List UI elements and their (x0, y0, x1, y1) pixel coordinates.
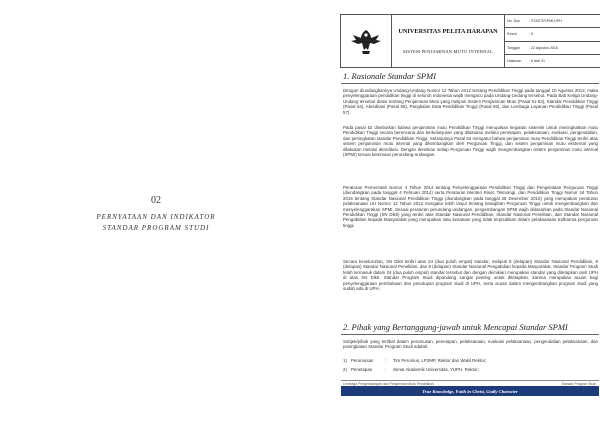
chapter-title-line1: PERNYATAAN DAN INDIKATOR (96, 213, 216, 221)
section-2-rule (341, 334, 599, 335)
document-page (313, 0, 600, 424)
meta-row-revision (505, 28, 600, 41)
meta-row-doc (505, 15, 600, 28)
section-1-paragraph-4: Secara keseluruhan, SN Dikti terdiri atas 24 (dua puluh empat) standar, meliputi 8 (delapan) Standar Nasional Pendidikan, 8 (delapan) Standar Nasional Penelitian, dan 8 (delapan) Standar Nasional Pengabdian kepada Masyarakat. Standar Program Studi telah termasuk dalam 24 (dua puluh empat) standar tersebut dan dengan demikian merupakan standar yang ditetapkan oleh UPH di atas SN Dikti. Standar Program Studi dipandang sangat penting untuk ditetapkan, karena merupakan acuan bagi penyelenggaraan pembukaan dan penutupan program studi di UPH, serta acuan dalam mengembangkan program studi yang sudah ada di UPH. (343, 259, 598, 292)
meta-value: : STASTI/SPMI-UPH (529, 19, 562, 24)
meta-key: Halaman (507, 58, 522, 63)
section-1-paragraph-3: Peraturan Pemerintah Nomor 4 Tahun 2014 tentang Penyelenggaraan Pendidikan Tinggi dan Pengelolaan Perguruan Tinggi (diundangkan pada tanggal 4 Februari 2014) serta Peraturan Menteri Riset, Teknologi, dan Pendidikan Tinggi Nomor 44 Tahun 2015 tentang Standar Nasional Pendidikan Tinggi (diundangkan pada tanggal 28 Desember 2015) yang merupakan peraturan pelaksanaan UU Nomor 12 Tahun 2012 mengatur lebih lanjut tentang kewajiban Perguruan Tinggi untuk mengembangkan dan menyelenggarakan SPMI. Sesuai peraturan perundang-undangan, pengembangan SPMI wajib didasarkan pada Standar Nasional Pendidikan Tinggi (SN Dikti) yang terdiri atas Standar Nasional Pendidikan, Standar Nasional Penelitian, dan Standar Nasional Pengabdian kepada Masyarakat yang merupakan satu kesatuan yang tidak terpisahkan dalam pelaksanaan tridharma perguruan tinggi. (343, 185, 598, 228)
list-item (343, 367, 598, 372)
chapter-number: 02 (151, 195, 161, 206)
list-separator: : (385, 358, 387, 363)
section-2-intro: Subjek/pihak yang terlibat dalam perumusan, penetapan, pelaksanaan, evaluasi pelaksanaan, pengendalian pelaksanaan, dan peningkatan Standar Program Studi adalah: (343, 339, 598, 350)
section-1-rule (341, 83, 599, 84)
meta-key: No. Dok. (507, 19, 521, 24)
footer-right-link[interactable]: Standar Program Studi (561, 382, 596, 386)
footer-left-link[interactable]: Lembaga Pengembangan dan Penjaminan Mutu Pendidikan (343, 382, 434, 386)
meta-value: : 0 (529, 32, 533, 37)
footer-rule (341, 380, 599, 381)
list-item (343, 358, 598, 363)
list-key: Penetapan (351, 367, 373, 372)
logo-cell (341, 15, 392, 67)
meta-key: Revisi (507, 32, 517, 37)
list-number: 1) (343, 358, 347, 363)
list-key: Perumusan (351, 358, 374, 363)
motto-banner: True Knowledge, Faith in Christ, Godly Character (341, 386, 599, 396)
system-name: SISTEM PENJAMINAN MUTU INTERNAL (402, 49, 494, 54)
title-cell (392, 15, 505, 67)
section-1-title: 1. Rasionale Standar SPMI (343, 71, 437, 81)
chapter-title-line2: STANDAR PROGRAM STUDI (102, 224, 210, 232)
meta-value: : 22 Agustus 2016 (529, 45, 558, 50)
university-eagle-logo-icon (349, 26, 383, 56)
document-meta (505, 15, 600, 67)
meta-row-page (505, 55, 600, 67)
list-separator: : (385, 367, 387, 372)
university-name: UNIVERSITAS PELITA HARAPAN (398, 28, 498, 35)
document-header (340, 14, 600, 68)
chapter-title (0, 212, 312, 234)
meta-row-date (505, 42, 600, 55)
section-1-paragraph-2: Pada pasal 52 disebutkan bahwa penjaminan mutu Pendidikan Tinggi merupakan kegiatan sistemik untuk meningkatkan mutu Pendidikan Tinggi secara berencana dan berkelanjutan yang dilakukan melalui penetapan, pelaksanaan, evaluasi, pengendalian, dan peningkatan standar Pendidikan Tinggi. Selanjutnya Pasal 53 mengatur bahwa penjaminan mutu Pendidikan Tinggi terdiri atas sistem penjaminan mutu internal yang dikembangkan oleh Perguruan Tinggi, dan sistem penjaminan mutu eksternal yang dilakukan melalui akreditasi. Dengan demikian setiap Perguruan Tinggi wajib mengembangkan sistem penjaminan mutu internal (SPMI) sesuai ketentuan perundang-undangan. (343, 125, 598, 158)
meta-key: Tanggal (507, 45, 520, 50)
meta-value: : 6 dari 31 (529, 58, 545, 63)
section-1-paragraph-1: Dengan diundangkannya Undang-Undang Nomor 12 Tahun 2012 tentang Pendidikan Tinggi pada tanggal 10 Agustus 2012, maka penyelenggaraan pendidikan tinggi di seluruh Indonesia wajib mengacu pada Undang-Undang tersebut. Pada Bab Ketiga Undang-Undang tersebut diatur tentang Penjaminan Mutu yang meliputi Sistem Penjaminan Mutu (Pasal 51-53), Standar Pendidikan Tinggi (Pasal 54), Akreditasi (Pasal 55), Pangkalan Data Pendidikan Tinggi (Pasal 56), dan Lembaga Layanan Pendidikan Tinggi (Pasal 57). (343, 88, 598, 115)
list-value: Tim Perumus, LP2MP, Rektor dan Wakil Rektor; (393, 358, 487, 363)
list-number: 2) (343, 367, 347, 372)
section-2-title: 2. Pihak yang Bertanggung-jawab untuk Mencapai Standar SPMI (343, 322, 568, 332)
list-value: Senat Akademik Universitas, YUPH, Rektor; (393, 367, 479, 372)
